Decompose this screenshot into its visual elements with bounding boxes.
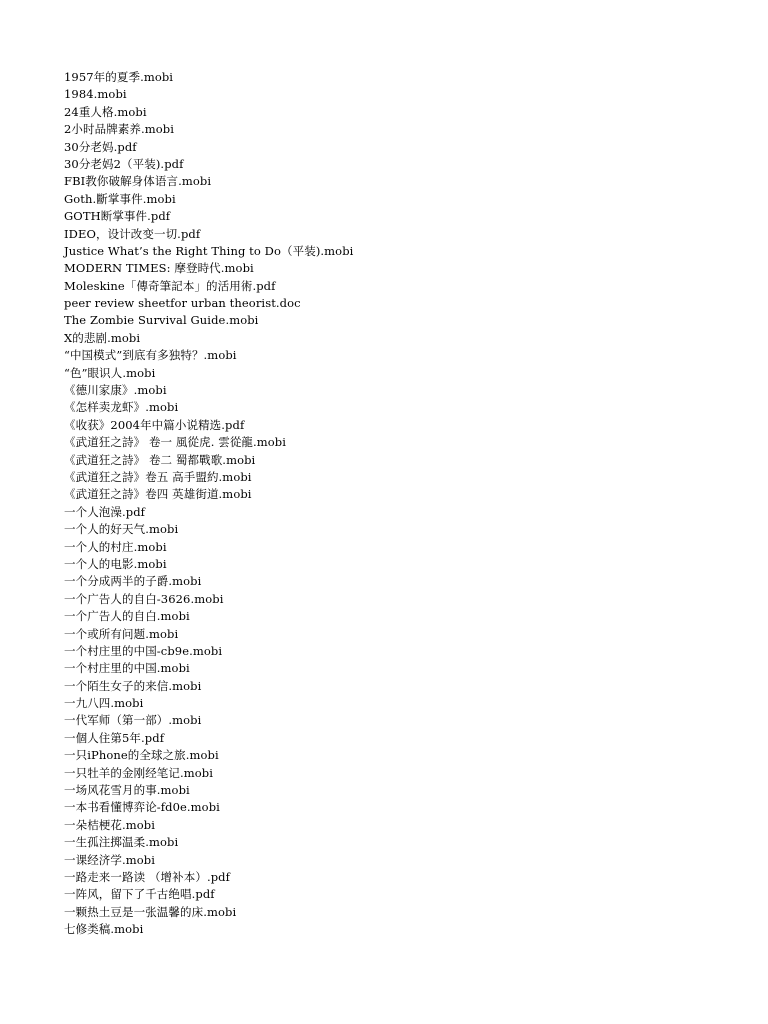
file-list-item: 一个分成两半的子爵.mobi <box>64 574 202 589</box>
file-list-item: 《武道狂之詩》 卷一 風從虎. 雲從龍.mobi <box>64 435 287 450</box>
file-list-item: 一只iPhone的全球之旅.mobi <box>64 748 219 763</box>
file-list-item: peer review sheetfor urban theorist.doc <box>64 296 301 311</box>
file-list-item: 一本书看懂博弈论-fd0e.mobi <box>64 800 220 815</box>
file-list-item: 《武道狂之詩》卷五 高手盟約.mobi <box>64 469 252 484</box>
file-list-item: 一個人住第5年.pdf <box>64 730 165 745</box>
file-list-item: 七修类稿.mobi <box>64 922 144 937</box>
file-list-item: 《怎样卖龙虾》.mobi <box>64 400 179 415</box>
file-list-item: 一路走来一路读 （增补本）.pdf <box>64 869 230 884</box>
file-list-item: 一个广告人的自白.mobi <box>64 609 190 624</box>
file-list-item: 一个人的好天气.mobi <box>64 522 179 537</box>
file-list-item: 一个人的电影.mobi <box>64 556 167 571</box>
file-list-item: Goth.斷掌事件.mobi <box>64 191 176 206</box>
file-list-item: 一代军师（第一部）.mobi <box>64 713 202 728</box>
file-list-item: 24重人格.mobi <box>64 104 147 119</box>
file-list-item: MODERN TIMES: 摩登時代.mobi <box>64 261 254 276</box>
file-list-item: 一九八四.mobi <box>64 696 144 711</box>
file-list-item: 一颗热土豆是一张温馨的床.mobi <box>64 904 237 919</box>
file-list-item: GOTH断掌事件.pdf <box>64 209 171 224</box>
file-list-item: 一只牡羊的金刚经笔记.mobi <box>64 765 214 780</box>
file-list-item: 一课经济学.mobi <box>64 852 156 867</box>
file-list-item: 一个村庄里的中国.mobi <box>64 661 190 676</box>
file-list-item: The Zombie Survival Guide.mobi <box>64 313 259 328</box>
file-list-item: 《武道狂之詩》 卷二 蜀都戰歌.mobi <box>64 452 256 467</box>
file-list-item: “中国模式”到底有多独特？.mobi <box>64 348 237 363</box>
file-list-item: 30分老妈.pdf <box>64 139 137 154</box>
file-list-item: 1957年的夏季.mobi <box>64 70 174 84</box>
file-list <box>64 69 353 939</box>
file-list-item: 2小时品牌素养.mobi <box>64 122 175 137</box>
file-list-item: 一个广告人的自白-3626.mobi <box>64 591 224 606</box>
file-list-item: 一阵风，留下了千古绝唱.pdf <box>64 887 215 902</box>
file-list-item: Moleskine「傳奇筆記本」的活用術.pdf <box>64 278 276 293</box>
file-list-item: 《收获》2004年中篇小说精选.pdf <box>64 417 245 432</box>
file-list-item: FBI教你破解身体语言.mobi <box>64 174 212 189</box>
file-list-item: 一朵桔梗花.mobi <box>64 817 156 832</box>
file-list-item: 一生孤注掷温柔.mobi <box>64 835 179 850</box>
file-list-item: 一个人的村庄.mobi <box>64 539 167 554</box>
file-list-item: 一个村庄里的中国-cb9e.mobi <box>64 643 223 658</box>
file-list-item: 1984.mobi <box>64 87 127 102</box>
file-list-item: 30分老妈2（平装).pdf <box>64 156 184 171</box>
file-list-item: 一个陌生女子的来信.mobi <box>64 678 202 693</box>
file-list-item: X的悲剧.mobi <box>64 330 141 345</box>
file-list-item: 一个或所有问题.mobi <box>64 626 179 641</box>
file-list-item: Justice What’s the Right Thing to Do（平装).mobi <box>64 243 354 258</box>
file-list-item: “色”眼识人.mobi <box>64 365 156 380</box>
file-list-item: IDEO，设计改变一切.pdf <box>64 226 201 241</box>
file-list-item: 一场风花雪月的事.mobi <box>64 783 190 798</box>
file-list-item: 《武道狂之詩》卷四 英雄街道.mobi <box>64 487 252 502</box>
file-list-item: 《德川家康》.mobi <box>64 383 167 398</box>
file-list-item: 一个人泡澡.pdf <box>64 504 146 519</box>
